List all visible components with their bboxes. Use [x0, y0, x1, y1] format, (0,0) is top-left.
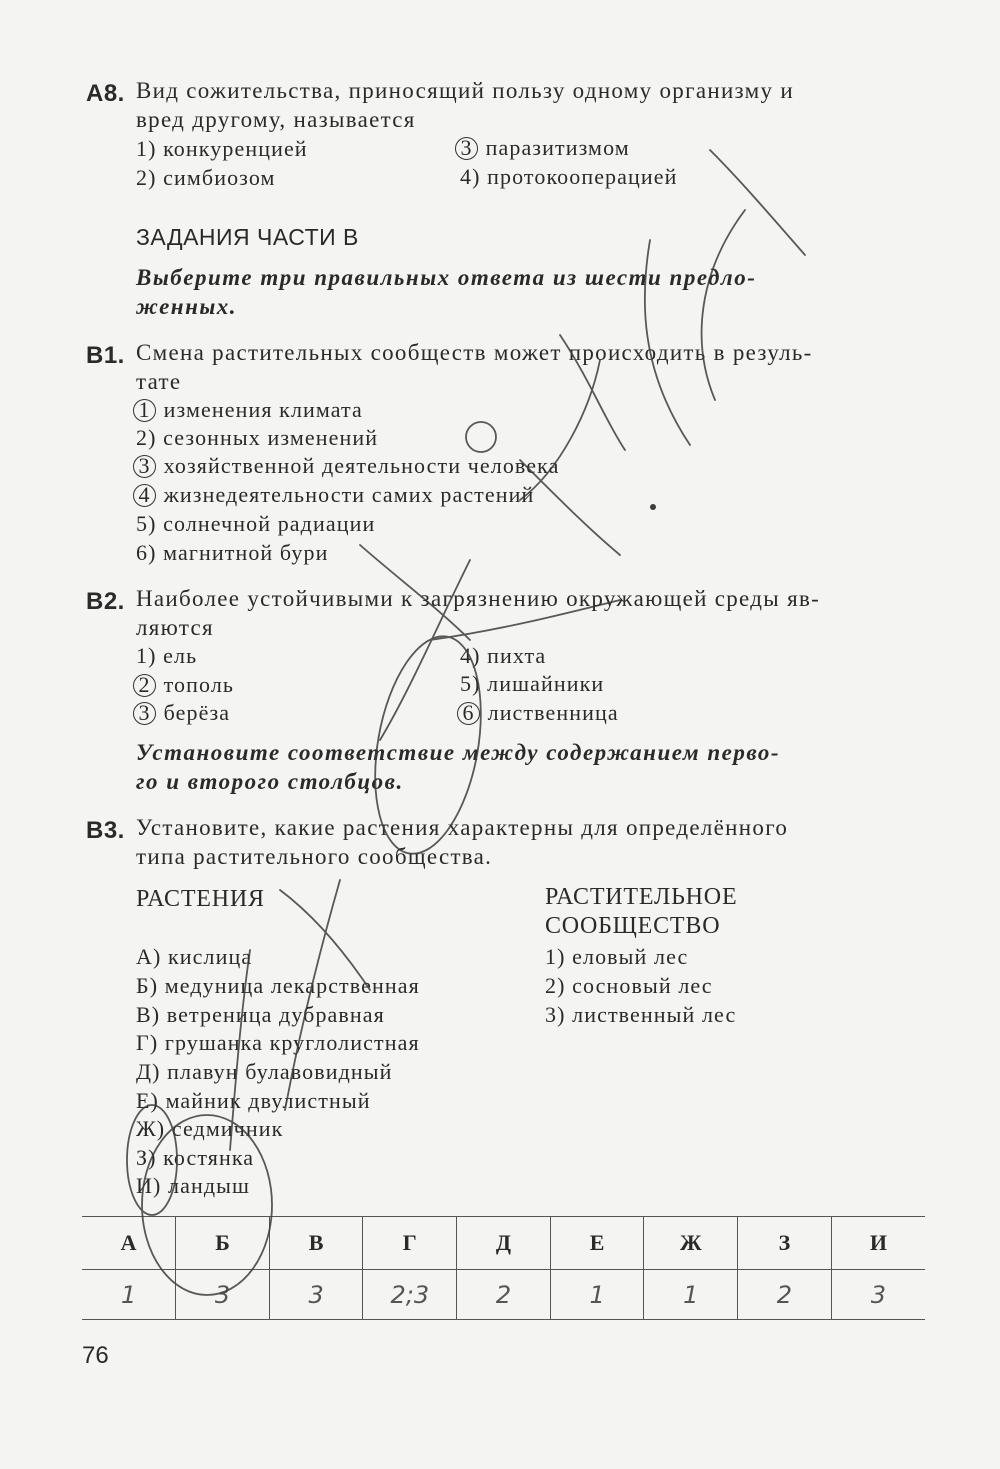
- b2-option-6: 6 лиственница: [460, 700, 619, 726]
- answer-header-cell: Д: [457, 1217, 551, 1270]
- answer-header-cell: Б: [176, 1217, 270, 1270]
- plant-item: Ж) седмичник: [136, 1116, 284, 1141]
- scribble-stroke: [710, 150, 805, 255]
- b1-option-6: 6) магнитной бури: [136, 540, 329, 565]
- plants-column-header: РАСТЕНИЯ: [136, 886, 265, 912]
- answer-value-cell[interactable]: 1: [550, 1270, 644, 1320]
- selected-answer-circle: 3: [455, 137, 478, 160]
- question-a8-text-line2: вред другому, называется: [136, 107, 416, 132]
- b2-option-2: 2 тополь: [136, 672, 234, 698]
- answer-header-cell: Ж: [644, 1217, 738, 1270]
- a8-option-4: 4) протокооперацией: [460, 164, 678, 189]
- question-a8-label: А8.: [86, 80, 125, 107]
- plant-item: Б) медуница лекарственная: [136, 973, 420, 998]
- question-b2-text-line2: ляются: [136, 615, 214, 640]
- question-a8-text-line1: Вид сожительства, приносящий пользу одному организму и: [136, 78, 794, 103]
- answer-value-cell[interactable]: 1: [644, 1270, 738, 1320]
- answer-value-cell[interactable]: 1: [120, 1280, 137, 1309]
- community-item: 1) еловый лес: [545, 944, 689, 969]
- question-b2-text-line1: Наиболее устойчивыми к загрязнению окружающей среды яв-: [136, 586, 821, 611]
- scribble-stroke: [702, 210, 745, 400]
- answer-header-cell: А: [120, 1230, 137, 1255]
- answer-header-cell: И: [831, 1217, 925, 1270]
- b2-option-3: 3 берёза: [136, 700, 230, 726]
- selected-answer-circle: 2: [133, 674, 156, 697]
- community-item: 2) сосновый лес: [545, 973, 713, 998]
- b1-option-2: 2) сезонных изменений: [136, 425, 379, 450]
- answer-header-cell: В: [269, 1217, 363, 1270]
- b1-option-3: 3 хозяйственной деятельности человека: [136, 453, 559, 479]
- b2-option-5: 5) лишайники: [460, 671, 605, 696]
- answer-table-header-row: [82, 1217, 925, 1270]
- answer-value-cell[interactable]: 3: [831, 1270, 925, 1320]
- plant-item: И) ландыш: [136, 1173, 251, 1198]
- selected-answer-circle: 1: [133, 399, 156, 422]
- answer-value-cell[interactable]: 2: [457, 1270, 551, 1320]
- selected-answer-circle: 4: [133, 484, 156, 507]
- plant-item: В) ветреница дубравная: [136, 1002, 385, 1027]
- plant-item: Е) майник двулистный: [136, 1088, 371, 1113]
- scribble-stroke: [466, 422, 496, 452]
- community-column-header-line2: СООБЩЕСТВО: [545, 913, 721, 939]
- community-item: 3) лиственный лес: [545, 1002, 737, 1027]
- part-b-heading: ЗАДАНИЯ ЧАСТИ В: [136, 224, 359, 250]
- question-b1-text-line1: Смена растительных сообществ может происходить в резуль-: [136, 340, 813, 365]
- selected-answer-circle: 3: [133, 702, 156, 725]
- question-b1-label: В1.: [86, 342, 125, 369]
- question-b3-text-line1: Установите, какие растения характерны для определённого: [136, 815, 789, 840]
- b1-option-1: 1 изменения климата: [136, 397, 363, 423]
- question-b2-label: В2.: [86, 588, 125, 615]
- community-column-header-line1: РАСТИТЕЛЬНОЕ: [545, 884, 738, 910]
- a8-option-1: 1) конкуренцией: [136, 136, 308, 161]
- plant-item: А) кислица: [136, 944, 253, 969]
- answer-value-cell[interactable]: 2: [738, 1270, 832, 1320]
- plant-item: Г) грушанка круглолистная: [136, 1030, 420, 1055]
- answer-value-cell[interactable]: 2;3: [363, 1270, 457, 1320]
- question-b1-text-line2: тате: [136, 369, 182, 394]
- scribble-stroke: [520, 360, 600, 500]
- page-number: 76: [82, 1342, 109, 1369]
- matching-instruction-line2: го и второго столбцов.: [136, 769, 404, 794]
- part-b-instruction-line2: женных.: [136, 294, 238, 319]
- answer-value-cell[interactable]: 3: [269, 1270, 363, 1320]
- answer-value-cell[interactable]: 3: [176, 1270, 270, 1320]
- answer-header-cell: Г: [363, 1217, 457, 1270]
- b2-option-1: 1) ель: [136, 643, 198, 668]
- question-b3-label: В3.: [86, 817, 125, 844]
- answer-table: [82, 1216, 925, 1320]
- b1-option-5: 5) солнечной радиации: [136, 511, 376, 536]
- selected-answer-circle: 6: [457, 702, 480, 725]
- answer-table-value-row: [82, 1270, 925, 1320]
- a8-option-3: 3 паразитизмом: [458, 135, 630, 161]
- scribble-stroke: [650, 504, 656, 510]
- plant-item: Д) плавун булавовидный: [136, 1059, 393, 1084]
- matching-instruction-line1: Установите соответствие между содержанием перво-: [136, 740, 781, 765]
- answer-header-cell: Е: [550, 1217, 644, 1270]
- b1-option-4: 4 жизнедеятельности самих растений: [136, 482, 534, 508]
- plant-item: З) костянка: [136, 1145, 255, 1170]
- question-b3-text-line2: типа растительного сообщества.: [136, 844, 493, 869]
- answer-header-cell: З: [738, 1217, 832, 1270]
- b2-option-4: 4) пихта: [460, 643, 547, 668]
- part-b-instruction-line1: Выберите три правильных ответа из шести предло-: [136, 265, 757, 290]
- a8-option-2: 2) симбиозом: [136, 165, 276, 190]
- selected-answer-circle: 3: [133, 455, 156, 478]
